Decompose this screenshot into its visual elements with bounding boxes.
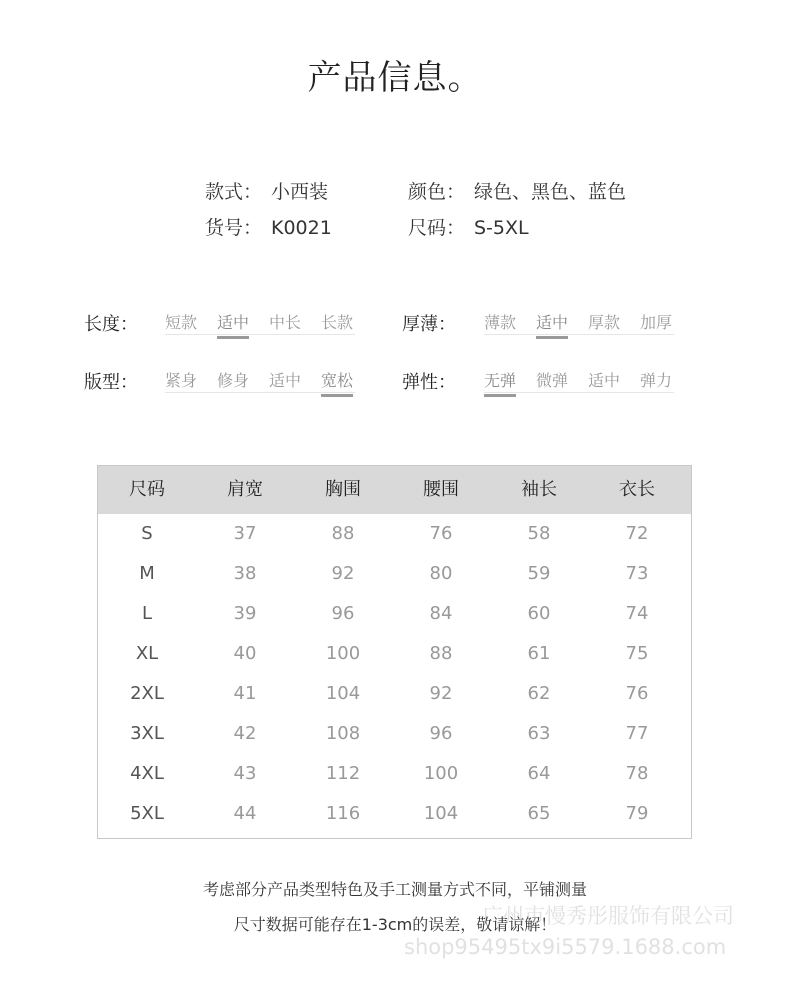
thickness-option-thick: 厚款 — [588, 313, 621, 332]
page-title: 产品信息。 — [307, 58, 483, 98]
size-label: 尺码： — [408, 217, 466, 239]
size-table-header — [98, 466, 691, 514]
table-cell: 41 — [233, 683, 257, 704]
style-value: 小西装 — [271, 181, 329, 203]
table-cell: 60 — [527, 603, 551, 624]
table-row — [98, 514, 691, 554]
table-row — [98, 754, 691, 794]
table-cell: 59 — [527, 563, 551, 584]
table-cell: 5XL — [130, 803, 164, 824]
table-row — [98, 594, 691, 634]
header-sleeve: 袖长 — [521, 479, 557, 500]
table-cell: 88 — [429, 643, 453, 664]
table-cell: 100 — [423, 763, 459, 784]
table-cell: 100 — [325, 643, 361, 664]
color-value: 绿色、黑色、蓝色 — [474, 181, 627, 203]
elasticity-option-stretch: 弹力 — [640, 371, 673, 390]
table-cell: S — [141, 523, 153, 544]
fit-option-tight: 紧身 — [165, 371, 198, 390]
table-row — [98, 554, 691, 594]
table-cell: 64 — [527, 763, 551, 784]
table-cell: 61 — [527, 643, 551, 664]
table-row — [98, 794, 691, 834]
elasticity-label: 弹性： — [402, 372, 456, 393]
thickness-label: 厚薄： — [402, 314, 456, 335]
table-cell: 3XL — [130, 723, 164, 744]
fit-label: 版型： — [84, 372, 138, 393]
table-cell: 92 — [429, 683, 453, 704]
size-value: S-5XL — [474, 217, 529, 239]
header-length: 衣长 — [619, 479, 655, 500]
table-cell: 42 — [233, 723, 257, 744]
table-cell: 77 — [625, 723, 649, 744]
fit-option-loose: 宽松 — [321, 368, 353, 394]
table-cell: 96 — [429, 723, 453, 744]
table-cell: 72 — [625, 523, 649, 544]
fit-option-slim: 修身 — [217, 371, 250, 390]
table-cell: 78 — [625, 763, 649, 784]
table-cell: 116 — [325, 803, 361, 824]
table-cell: 44 — [233, 803, 257, 824]
table-row — [98, 634, 691, 674]
elasticity-option-slight: 微弹 — [536, 371, 569, 390]
table-row — [98, 714, 691, 754]
thickness-option-medium: 适中 — [536, 310, 568, 336]
table-cell: 74 — [625, 603, 649, 624]
info-color — [408, 177, 626, 204]
length-option-medium: 适中 — [217, 310, 249, 336]
measurement-note-line2: 尺寸数据可能存在1-3cm的误差，敬请谅解！ — [233, 915, 557, 934]
length-option-short: 短款 — [165, 313, 198, 332]
info-sku — [205, 213, 332, 240]
watermark-url: shop95495tx9i5579.1688.com — [404, 935, 727, 959]
table-cell: 76 — [429, 523, 453, 544]
table-cell: 108 — [325, 723, 361, 744]
sku-value: K0021 — [271, 217, 332, 239]
size-table — [97, 465, 692, 839]
elasticity-option-medium: 适中 — [588, 371, 621, 390]
table-cell: 75 — [625, 643, 649, 664]
header-shoulder: 肩宽 — [227, 479, 263, 500]
table-cell: 43 — [233, 763, 257, 784]
length-option-long: 长款 — [321, 313, 354, 332]
table-cell: 104 — [325, 683, 361, 704]
table-cell: 92 — [331, 563, 355, 584]
table-cell: 104 — [423, 803, 459, 824]
thickness-option-extra: 加厚 — [640, 313, 673, 332]
table-cell: 112 — [325, 763, 361, 784]
table-cell: 73 — [625, 563, 649, 584]
color-label: 颜色： — [408, 181, 466, 203]
table-cell: 62 — [527, 683, 551, 704]
table-row — [98, 674, 691, 714]
measurement-note-line1: 考虑部分产品类型特色及手工测量方式不同，平铺测量 — [202, 880, 587, 899]
table-cell: 79 — [625, 803, 649, 824]
table-cell: 65 — [527, 803, 551, 824]
header-size: 尺码 — [129, 479, 165, 500]
table-cell: 96 — [331, 603, 355, 624]
watermark-company: 广州市慢秀彤服饰有限公司 — [482, 904, 734, 928]
table-cell: 4XL — [130, 763, 164, 784]
table-cell: 76 — [625, 683, 649, 704]
table-cell: XL — [135, 643, 159, 664]
elasticity-option-none: 无弹 — [484, 368, 516, 394]
table-cell: 58 — [527, 523, 551, 544]
thickness-option-thin: 薄款 — [484, 313, 517, 332]
table-cell: 80 — [429, 563, 453, 584]
table-cell: M — [139, 563, 155, 584]
table-cell: 40 — [233, 643, 257, 664]
length-option-midlong: 中长 — [269, 313, 302, 332]
table-cell: 84 — [429, 603, 453, 624]
table-cell: 37 — [233, 523, 257, 544]
table-cell: L — [141, 603, 153, 624]
sku-label: 货号： — [205, 217, 263, 239]
fit-option-regular: 适中 — [269, 371, 302, 390]
table-cell: 88 — [331, 523, 355, 544]
length-label: 长度： — [84, 314, 138, 335]
info-style — [205, 177, 328, 204]
info-size — [408, 213, 529, 240]
table-cell: 39 — [233, 603, 257, 624]
table-cell: 2XL — [130, 683, 164, 704]
style-label: 款式： — [205, 181, 263, 203]
header-waist: 腰围 — [423, 479, 459, 500]
table-cell: 63 — [527, 723, 551, 744]
header-chest: 胸围 — [325, 479, 361, 500]
table-cell: 38 — [233, 563, 257, 584]
